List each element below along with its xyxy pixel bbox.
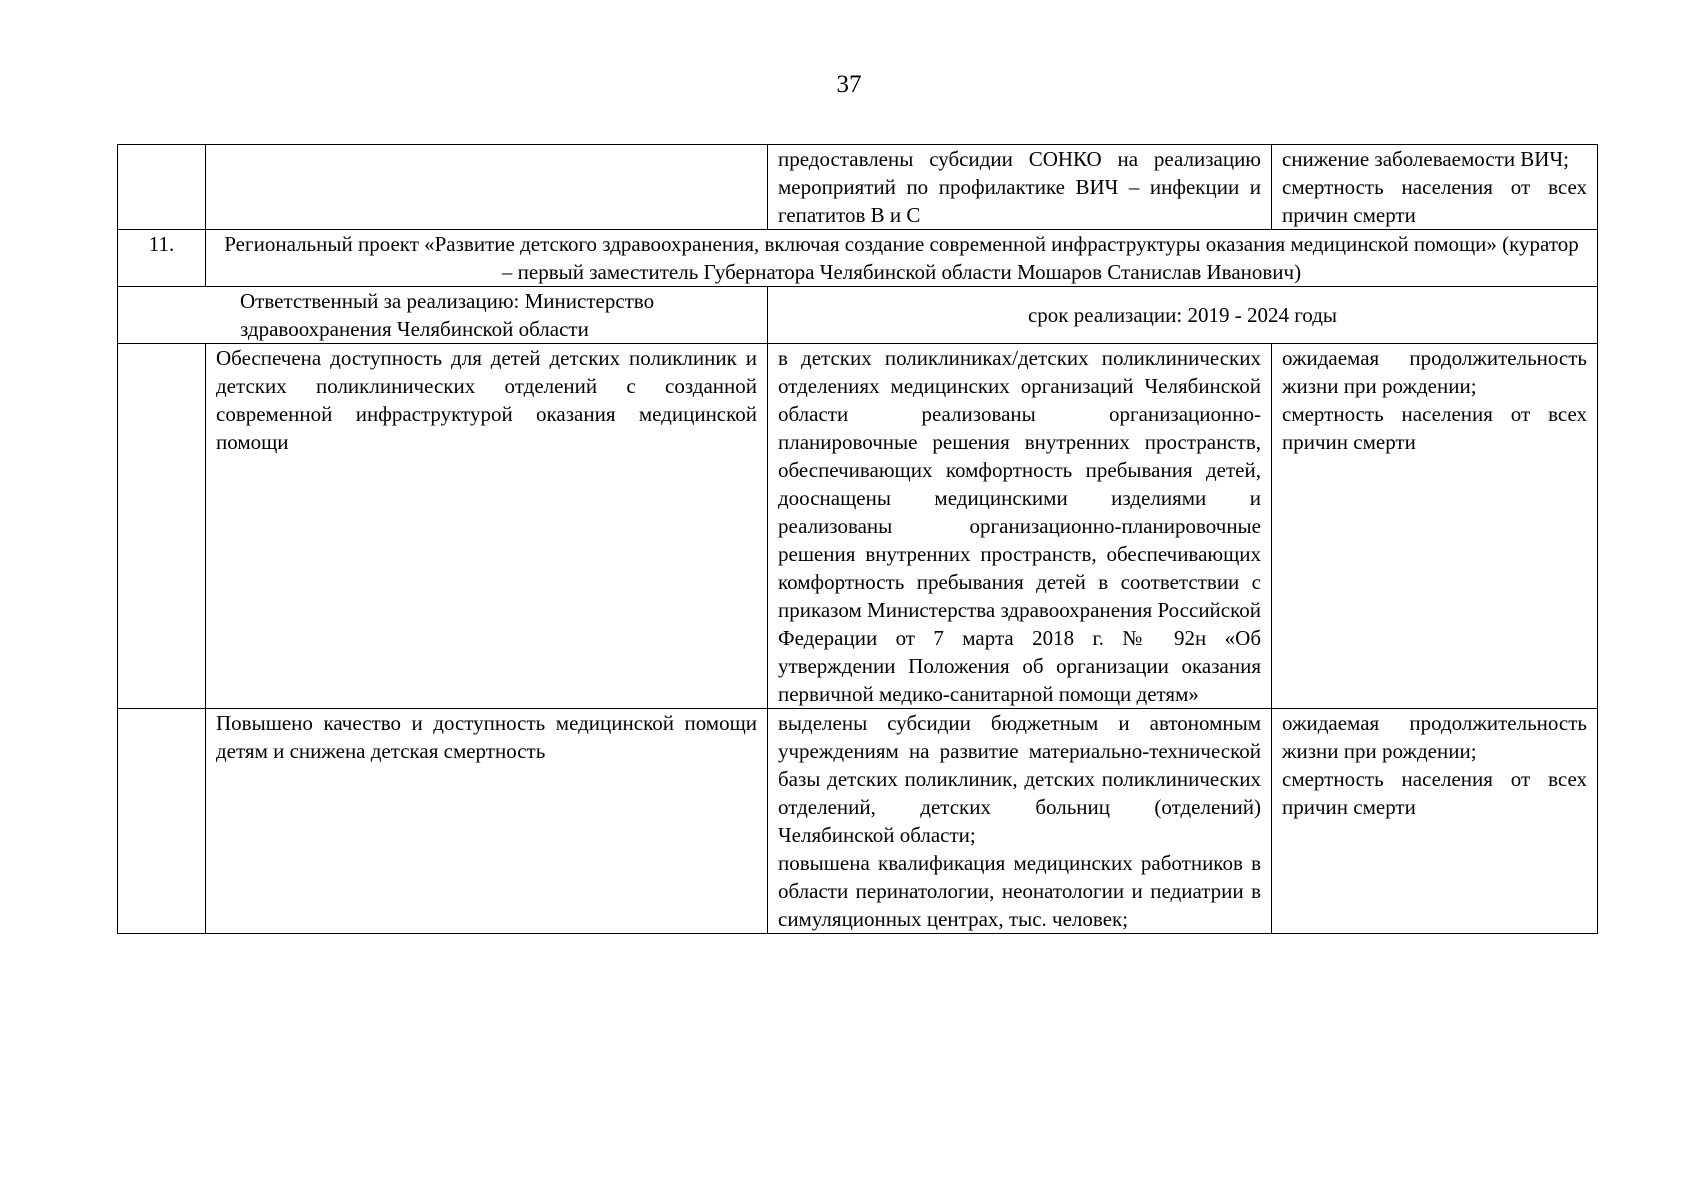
result-cell	[768, 709, 1272, 934]
result-cell: в детских поликлиниках/детских поликлинических отделениях медицинских организаций Челябинской области реализованы организационно-планировочные решения внутренних пространств, обеспечивающих комфортность пребывания детей, дооснащены медицинскими изделиями и реализованы организационно-планировочные решения внутренних пространств, обеспечивающих комфортность пребывания детей в соответствии с приказом Министерства здравоохранения Российской Федерации от 7 марта 2018 г. № 92н «Об утверждении Положения об организации оказания первичной медико-санитарной помощи детям»	[768, 344, 1272, 709]
responsible-row	[118, 287, 1598, 344]
row-number-cell	[118, 145, 206, 230]
project-title: Региональный проект «Развитие детского здравоохранения, включая создание современной инфраструктуры оказания медицинской помощи» (куратор – первый заместитель Губернатора Челябинской области Мошаров Станислав Иванович)	[206, 230, 1598, 287]
page-number: 37	[836, 71, 862, 98]
indicator-cell	[1272, 145, 1598, 230]
table-row	[118, 709, 1598, 934]
indicator-line: снижение заболеваемости ВИЧ;	[1282, 147, 1569, 171]
project-number: 11.	[118, 230, 206, 287]
term-cell: срок реализации: 2019 - 2024 годы	[768, 287, 1598, 344]
task-cell: Обеспечена доступность для детей детских поликлиник и детских поликлинических отделений с созданной современной инфраструктурой оказания медицинской помощи	[206, 344, 768, 709]
table-row	[118, 145, 1598, 230]
result-cell: предоставлены субсидии СОНКО на реализацию мероприятий по профилактике ВИЧ – инфекции и гепатитов В и С	[768, 145, 1272, 230]
indicator-line: смертность населения от всех причин смерти	[1282, 767, 1587, 819]
indicator-cell	[1272, 344, 1598, 709]
program-table	[117, 144, 1598, 934]
indicator-line: смертность населения от всех причин смерти	[1282, 402, 1587, 454]
row-number-cell	[118, 344, 206, 709]
task-cell	[206, 145, 768, 230]
result-line: выделены субсидии бюджетным и автономным учреждениям на развитие материально-технической базы детских поликлиник, детских поликлинических отделений, детских больниц (отделений) Челябинской области;	[778, 711, 1261, 847]
row-number-cell	[118, 709, 206, 934]
result-line: повышена квалификация медицинских работников в области перинатологии, неонатологии и педиатрии в симуляционных центрах, тыс. человек;	[778, 851, 1261, 931]
indicator-line: смертность населения от всех причин смерти	[1282, 175, 1587, 227]
responsible-cell: Ответственный за реализацию: Министерство здравоохранения Челябинской области	[118, 287, 768, 344]
table-row	[118, 344, 1598, 709]
indicator-line: ожидаемая продолжительность жизни при рождении;	[1282, 346, 1587, 398]
project-row	[118, 230, 1598, 287]
indicator-line: ожидаемая продолжительность жизни при рождении;	[1282, 711, 1587, 763]
task-cell: Повышено качество и доступность медицинской помощи детям и снижена детская смертность	[206, 709, 768, 934]
indicator-cell	[1272, 709, 1598, 934]
